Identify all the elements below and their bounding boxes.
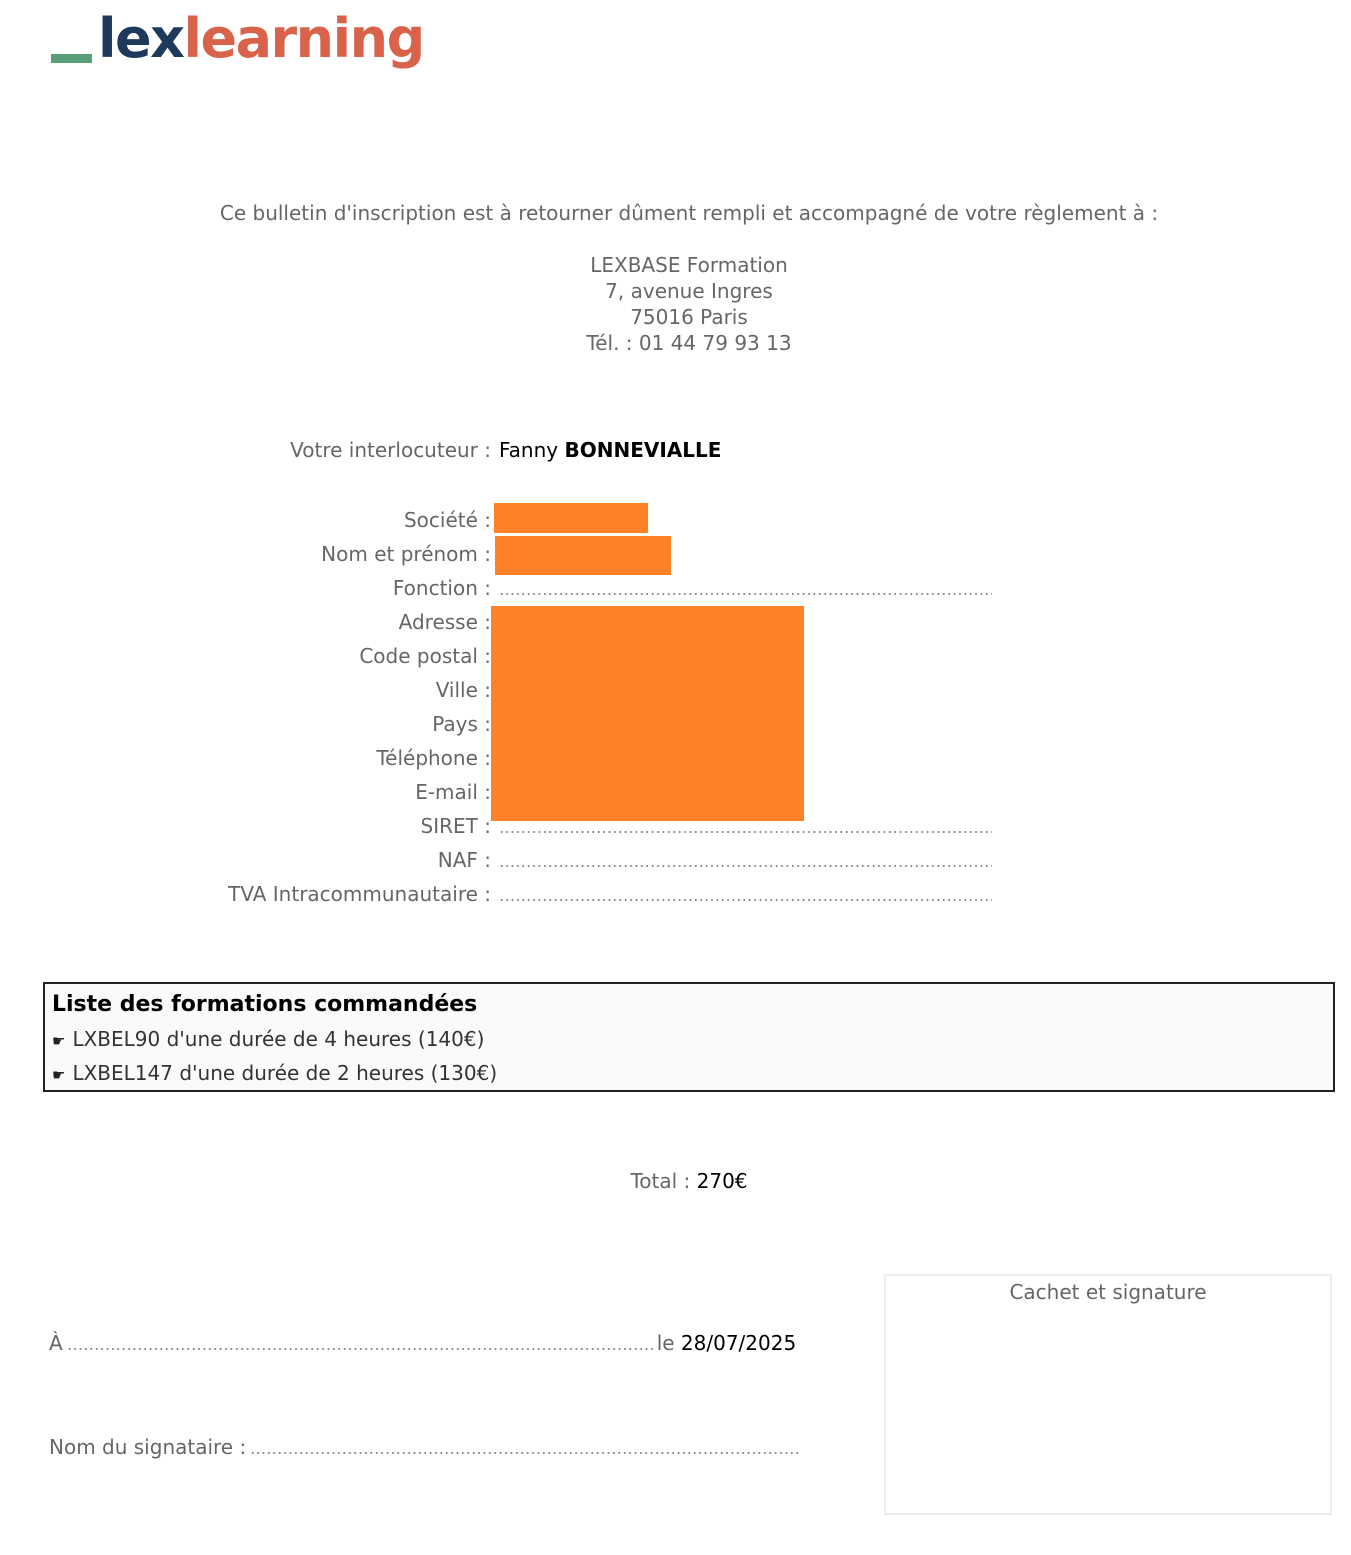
field-label: Pays : [432, 712, 491, 736]
contact-row [0, 437, 1351, 463]
place-date-line [49, 1329, 796, 1357]
orders-title: Liste des formations commandées [52, 992, 478, 1017]
pointing-hand-icon: ☛ [52, 1032, 66, 1050]
field-tva [0, 877, 1351, 911]
field-societe [0, 503, 1351, 537]
order-item [52, 1059, 497, 1089]
field-label: E-mail : [415, 780, 491, 804]
field-blank-line[interactable] [499, 899, 992, 901]
redaction-address-block [491, 606, 804, 821]
address-line-street: 7, avenue Ingres [605, 279, 773, 303]
intro-text: Ce bulletin d'inscription est à retourner dûment rempli et accompagné de votre règlement à : [219, 201, 1159, 225]
address-line-company: LEXBASE Formation [590, 253, 788, 277]
place-blank-line[interactable] [67, 1348, 653, 1350]
date-value: 28/07/2025 [680, 1331, 797, 1355]
redaction-nom-prenom [495, 536, 671, 575]
total-value: 270€ [696, 1169, 748, 1193]
field-label: Adresse : [398, 610, 491, 634]
place-label: À [49, 1331, 63, 1355]
stamp-signature-box[interactable] [884, 1274, 1332, 1515]
logo-bar [51, 54, 92, 63]
signer-blank-line[interactable] [250, 1452, 798, 1454]
logo-learning: learning [183, 7, 424, 70]
stamp-label: Cachet et signature [1009, 1280, 1207, 1304]
field-label: Fonction : [392, 576, 491, 600]
field-label: TVA Intracommunautaire : [228, 882, 491, 906]
field-label: Code postal : [359, 644, 491, 668]
field-label: NAF : [437, 848, 491, 872]
field-blank-line[interactable] [499, 831, 992, 833]
logo-wordmark [98, 4, 424, 74]
address-line-city: 75016 Paris [630, 305, 748, 329]
address-line-phone: Tél. : 01 44 79 93 13 [586, 331, 792, 355]
order-item-text: LXBEL90 d'une durée de 4 heures (140€) [72, 1027, 485, 1051]
order-item [52, 1025, 484, 1055]
field-fonction [0, 571, 1351, 605]
order-item-text: LXBEL147 d'une durée de 2 heures (130€) [72, 1061, 498, 1085]
field-label: Ville : [435, 678, 491, 702]
field-label: SIRET : [420, 814, 491, 838]
total-label: Total : [630, 1169, 691, 1193]
field-blank-line[interactable] [499, 593, 992, 595]
contact-first-name: Fanny [499, 438, 559, 462]
field-naf [0, 843, 1351, 877]
field-nom-prenom [0, 537, 1351, 571]
field-blank-line[interactable] [499, 865, 992, 867]
contact-label: Votre interlocuteur : [290, 438, 491, 462]
field-label: Téléphone : [376, 746, 491, 770]
return-address [0, 252, 1351, 356]
field-label: Nom et prénom : [321, 542, 491, 566]
contact-last-name: BONNEVIALLE [564, 438, 722, 462]
date-label: le [656, 1331, 675, 1355]
lexlearning-logo [50, 7, 424, 84]
signer-label: Nom du signataire : [49, 1435, 247, 1459]
pointing-hand-icon: ☛ [52, 1066, 66, 1084]
contact-name [499, 437, 721, 463]
signer-line [49, 1433, 802, 1461]
field-label: Société : [403, 508, 491, 532]
total [0, 1167, 1351, 1195]
logo-lex: lex [98, 7, 184, 70]
orders-list [43, 982, 1335, 1092]
redaction-societe [494, 503, 648, 533]
